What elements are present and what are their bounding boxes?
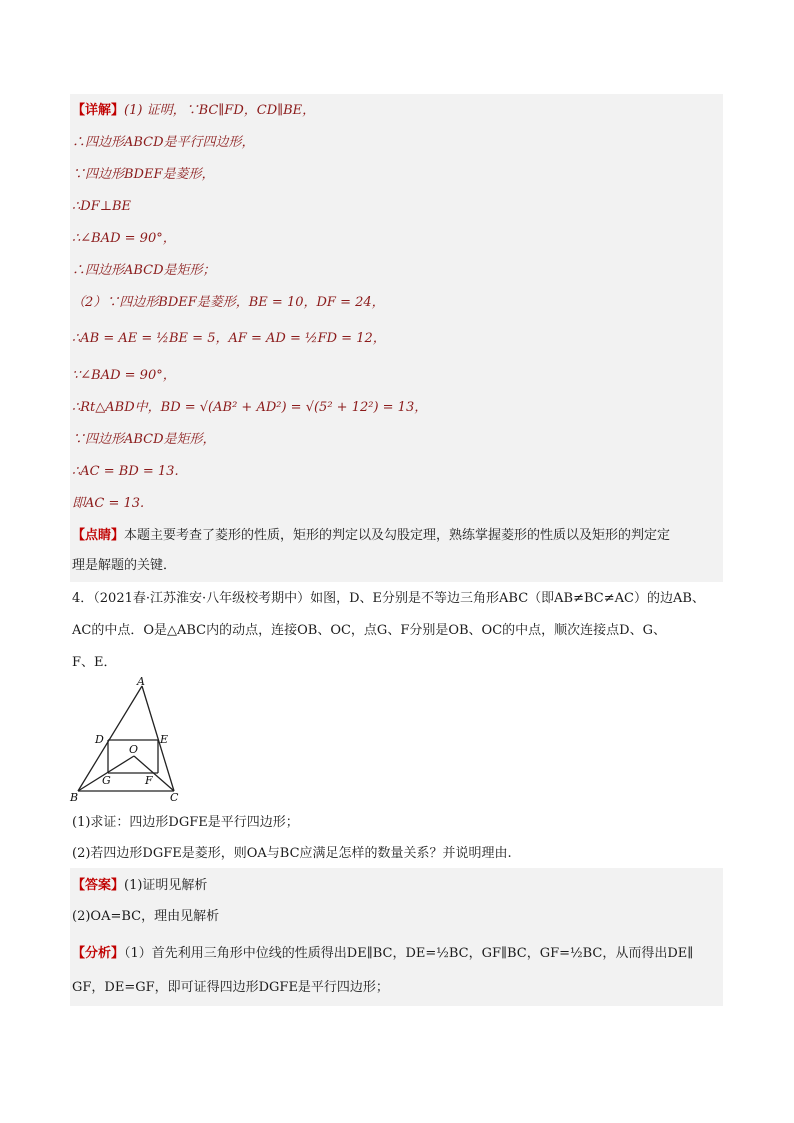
question-1: (1)求证：四边形DGFE是平行四边形； — [72, 815, 299, 830]
problem-line-3: F、E． — [72, 655, 117, 670]
detail-line-11: ∵四边形ABCD是矩形， — [72, 432, 216, 447]
comment-tag: 【点睛】 — [72, 528, 125, 543]
triangle-figure — [68, 676, 188, 806]
label-D: D — [95, 733, 104, 746]
comment-text-1: 本题主要考查了菱形的性质，矩形的判定以及勾股定理，熟练掌握菱形的性质以及矩形的判定定 — [124, 528, 671, 543]
detail-line-6: ∴四边形ABCD是矩形； — [72, 263, 216, 278]
label-E: E — [160, 733, 169, 746]
detail-line-3: ∵四边形BDEF是菱形， — [72, 167, 215, 182]
comment-line-1 — [72, 528, 722, 544]
label-A: A — [137, 676, 145, 688]
analysis-text-1: （1）首先利用三角形中位线的性质得出DE∥BC，DE=½BC，GF∥BC，GF=½BC，从而得出DE∥ — [124, 946, 694, 961]
detail-line-10: ∴Rt△ABD中，BD = √(AB² + AD²) = √(5² + 12²) = 13， — [72, 400, 428, 415]
detail-line-7: （2）∵四边形BDEF是菱形，BE = 10，DF = 24， — [72, 295, 385, 310]
answer-line-1 — [72, 878, 722, 894]
label-O: O — [129, 743, 139, 756]
detail-text-1: (1) 证明，∵BC∥FD，CD∥BE， — [124, 103, 316, 118]
detail-line-8: ∴AB = AE = ½BE = 5，AF = AD = ½FD = 12， — [72, 331, 386, 346]
detail-line-9: ∵∠BAD = 90°， — [72, 368, 176, 383]
detail-line-2: ∴四边形ABCD是平行四边形， — [72, 135, 255, 150]
analysis-line-1 — [72, 946, 722, 962]
label-C: C — [170, 791, 179, 804]
label-B: B — [70, 791, 79, 804]
analysis-tag: 【分析】 — [72, 946, 125, 961]
detail-line-12: ∴AC = BD = 13. — [72, 464, 179, 479]
detail-line-1 — [72, 103, 722, 119]
question-2: (2)若四边形DGFE是菱形，则OA与BC应满足怎样的数量关系？并说明理由. — [72, 846, 512, 861]
analysis-line-2: GF，DE=GF，即可证得四边形DGFE是平行四边形； — [72, 980, 389, 995]
detail-line-4: ∴DF⊥BE — [72, 199, 131, 214]
detail-line-13: 即AC = 13. — [72, 496, 145, 511]
label-G: G — [102, 774, 111, 787]
comment-line-2: 理是解题的关键． — [72, 558, 177, 573]
answer-text-1: (1)证明见解析 — [124, 878, 208, 893]
problem-line-1: 4．（2021春·江苏淮安·八年级校考期中）如图，D、E分别是不等边三角形ABC（即AB≠BC≠AC）的边AB、 — [72, 591, 705, 606]
label-F: F — [145, 774, 153, 787]
answer-tag: 【答案】 — [72, 878, 125, 893]
answer-line-2: (2)OA=BC，理由见解析 — [72, 909, 220, 924]
detail-line-5: ∴∠BAD = 90°， — [72, 231, 176, 246]
detail-tag: 【详解】 — [72, 103, 125, 118]
problem-line-2: AC的中点．O是△ABC内的动点，连接OB、OC，点G、F分别是OB、OC的中点，顺次连接点D、G、 — [72, 623, 666, 638]
